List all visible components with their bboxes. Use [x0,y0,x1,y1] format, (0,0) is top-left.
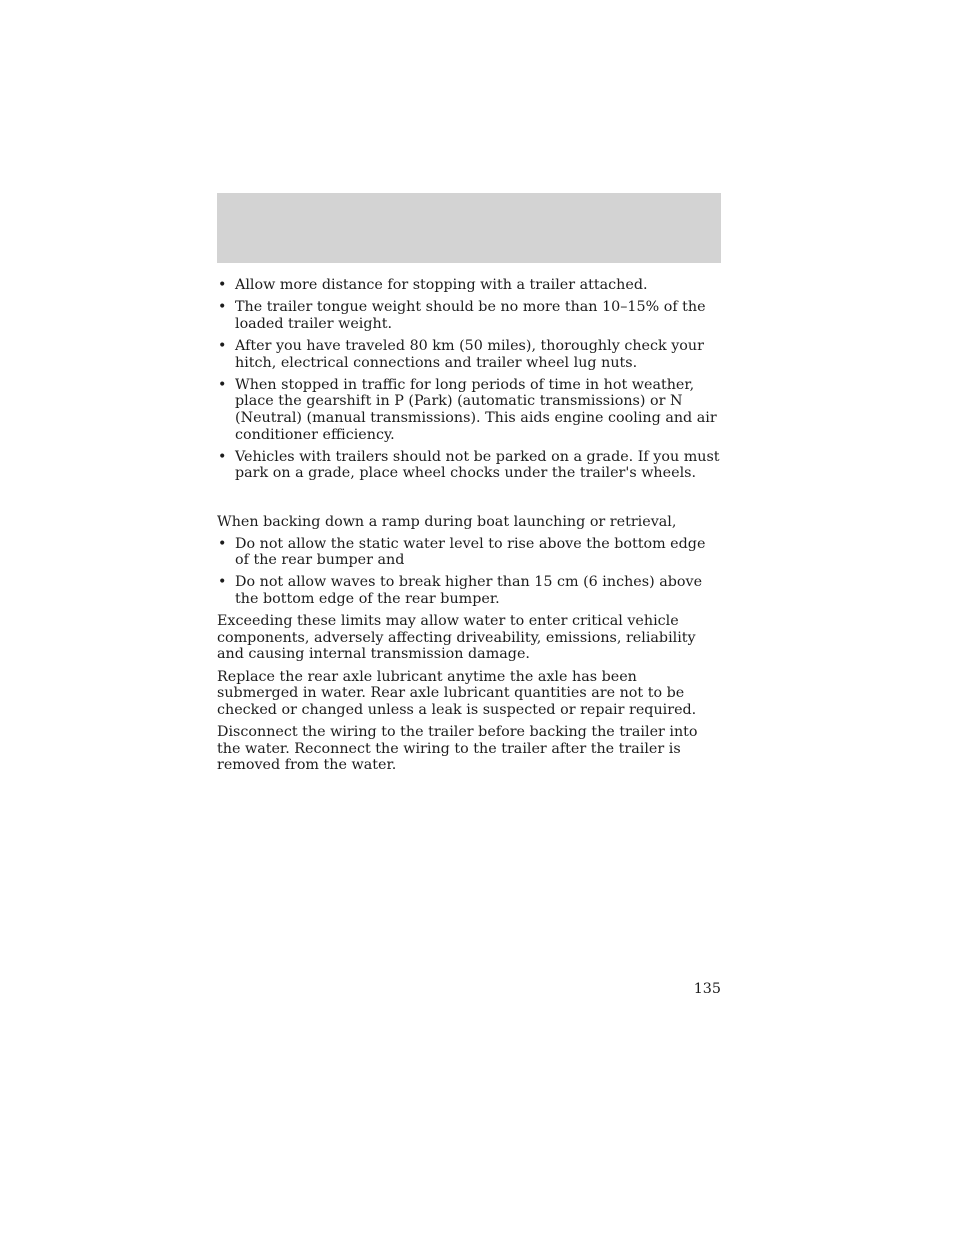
list-item-text: Allow more distance for stopping with a trailer attached. [235,277,648,293]
list-item [217,574,721,607]
bullet-icon: • [218,535,227,552]
bullet-icon: • [218,448,227,465]
bullet-icon: • [218,574,227,591]
boat-launch-intro: When backing down a ramp during boat launching or retrieval, [217,513,677,530]
list-item-text: When stopped in traffic for long periods of time in hot weather, place the gearshift in P (Park) (automatic transmissions) or N (Neutral) (manual transmissions). This aids engine cooling and air conditioner efficiency. [235,376,717,443]
section-spacer [217,488,721,514]
bullet-icon: • [218,376,227,393]
section-header-band [217,193,721,263]
list-item-text: After you have traveled 80 km (50 miles), thoroughly check your hitch, electrical connections and trailer wheel lug nuts. [235,337,704,371]
bullet-icon: • [218,299,227,316]
list-item [217,277,721,294]
list-item-text: Do not allow the static water level to rise above the bottom edge of the rear bumper and [235,535,706,569]
list-item-text: The trailer tongue weight should be no more than 10–15% of the loaded trailer weight. [235,299,706,332]
bullet-icon: • [218,337,227,354]
list-item [217,338,721,371]
body-paragraph: Exceeding these limits may allow water to enter critical vehicle components, adversely affecting driveability, emissions, reliability and causing internal transmission damage. [217,613,696,663]
body-paragraph: Disconnect the wiring to the trailer before backing the trailer into the water. Reconnect the wiring to the trailer after the trailer is removed from the water. [217,724,698,774]
trailer-tips-list [217,277,721,482]
page-number: 135 [693,981,721,997]
list-item-text: Vehicles with trailers should not be parked on a grade. If you must park on a grade, place wheel chocks under the trailer's wheels. [235,448,720,482]
list-item [217,536,721,569]
list-item [217,299,721,332]
body-paragraph: Replace the rear axle lubricant anytime the axle has been submerged in water. Rear axle lubricant quantities are not to be checked or changed unless a leak is suspected or repair required. [217,668,697,718]
list-item-text: Do not allow waves to break higher than 15 cm (6 inches) above the bottom edge of the rear bumper. [235,574,703,608]
list-item [217,449,721,482]
page-content [217,277,721,779]
bullet-icon: • [218,277,227,293]
boat-launch-list [217,536,721,608]
list-item [217,377,721,443]
